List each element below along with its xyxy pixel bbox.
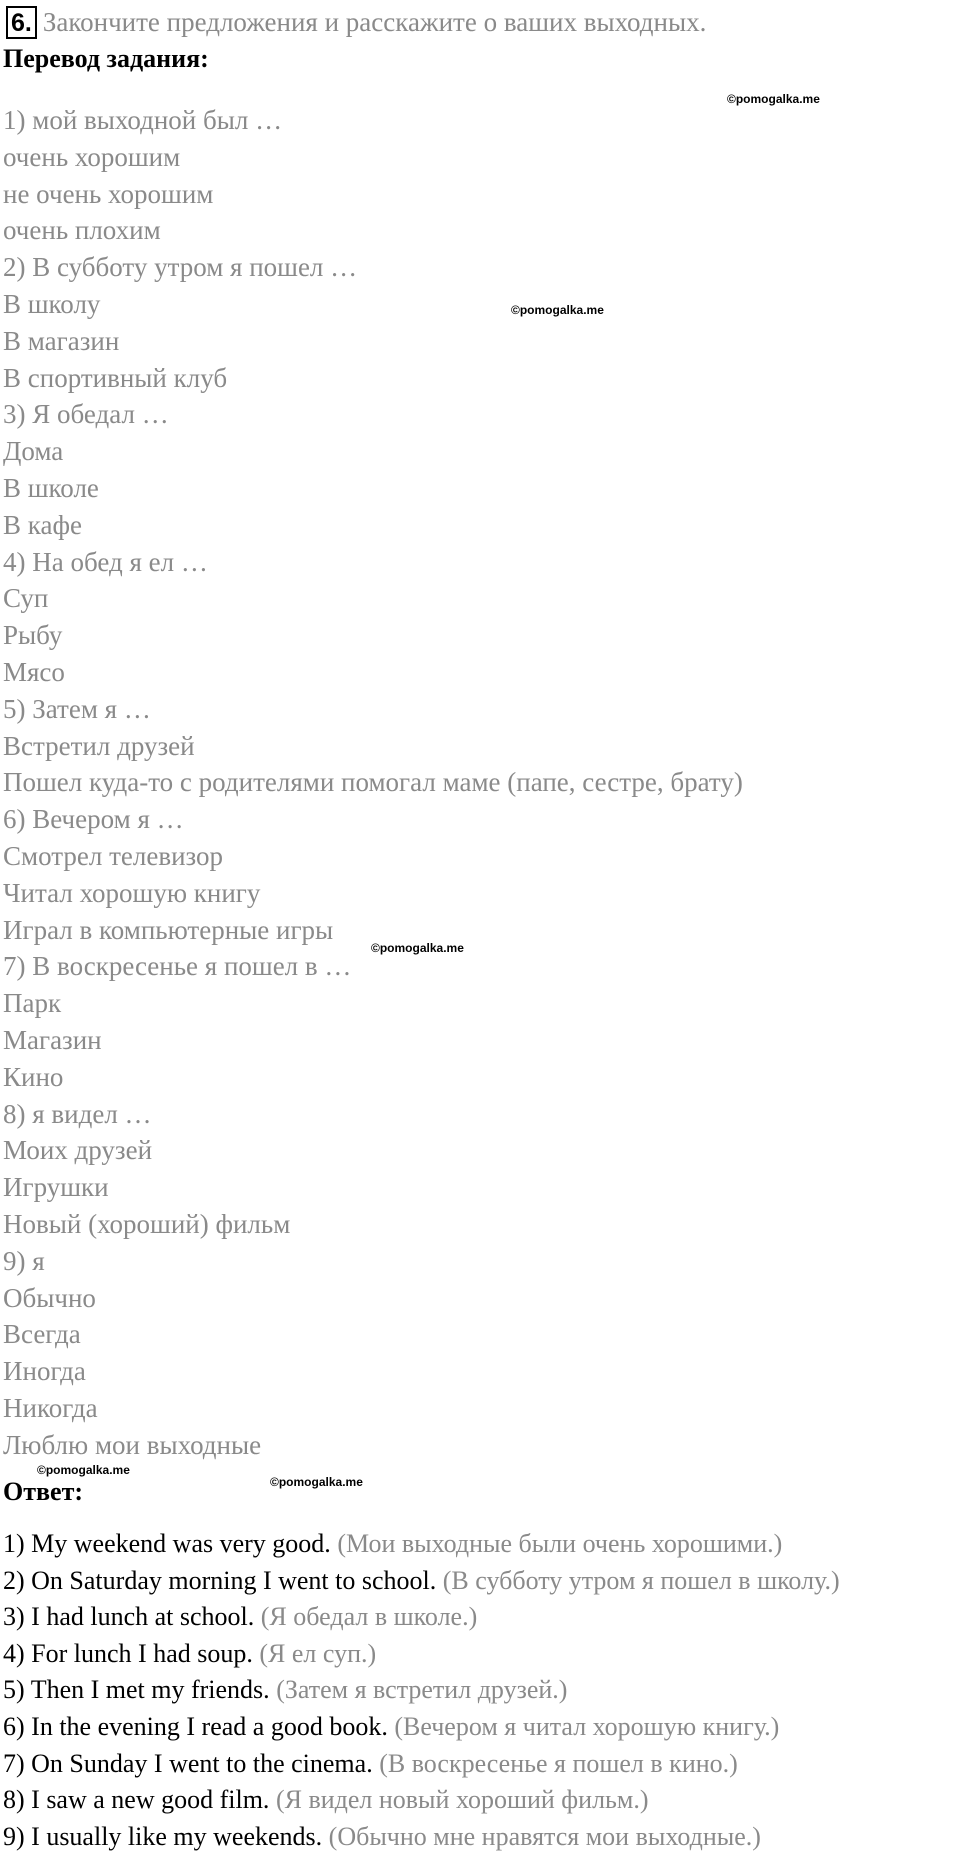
list-item: 9) я: [3, 1245, 45, 1276]
list-item: очень хорошим: [3, 141, 181, 172]
list-item: Всегда: [3, 1319, 81, 1350]
answer-english: 6) In the evening I read a good book.: [3, 1711, 388, 1741]
watermark: ©pomogalka.me: [371, 941, 464, 955]
list-item: Дома: [3, 436, 64, 467]
answer-item: [3, 1672, 840, 1709]
list-item: 2) В субботу утром я пошел …: [3, 252, 358, 283]
list-item: Читал хорошую книгу: [3, 877, 261, 908]
list-item: 4) На обед я ел …: [3, 546, 208, 577]
answer-item: [3, 1782, 840, 1819]
answer-item: [3, 1819, 840, 1855]
answer-english: 5) Then I met my friends.: [3, 1675, 270, 1705]
list-item: Пошел куда-то с родителями помогал маме (папе, сестре, брату): [3, 767, 743, 798]
answer-item: [3, 1563, 840, 1600]
list-item: Смотрел телевизор: [3, 840, 224, 871]
answer-english: 3) I had lunch at school.: [3, 1602, 255, 1632]
list-item: Новый (хороший) фильм: [3, 1208, 291, 1239]
watermark: ©pomogalka.me: [727, 92, 820, 106]
list-item: 7) В воскресенье я пошел в …: [3, 951, 352, 982]
list-item: 5) Затем я …: [3, 693, 151, 724]
list-item: Моих друзей: [3, 1135, 153, 1166]
answer-russian: (В воскресенье я пошел в кино.): [379, 1748, 738, 1778]
task-number-badge: 6.: [6, 6, 37, 39]
answer-russian: (Я видел новый хороший фильм.): [275, 1785, 649, 1815]
list-item: Мясо: [3, 656, 65, 687]
answer-russian: (В субботу утром я пошел в школу.): [442, 1565, 840, 1595]
list-item: Рыбу: [3, 620, 63, 651]
answer-russian: (Затем я встретил друзей.): [276, 1675, 568, 1705]
list-item: 3) Я обедал …: [3, 399, 169, 430]
answer-russian: (Я ел суп.): [259, 1638, 377, 1668]
answer-russian: (Вечером я читал хорошую книгу.): [394, 1711, 780, 1741]
answer-russian: (Мои выходные были очень хорошими.): [337, 1529, 783, 1558]
answer-item: [3, 1599, 840, 1636]
answer-english: 4) For lunch I had soup.: [3, 1638, 253, 1668]
task-instruction: Закончите предложения и расскажите о ваших выходных.: [42, 6, 707, 37]
answer-english: 1) My weekend was very good.: [3, 1529, 331, 1558]
list-item: Кино: [3, 1061, 64, 1092]
translation-heading: Перевод задания:: [3, 44, 209, 73]
list-item: Суп: [3, 583, 49, 614]
translation-list: [3, 102, 743, 1463]
watermark: ©pomogalka.me: [270, 1475, 363, 1489]
answer-list: [3, 1526, 840, 1855]
list-item: Люблю мои выходные: [3, 1429, 262, 1460]
list-item: очень плохим: [3, 215, 161, 246]
task-header: [0, 2, 706, 42]
list-item: Встретил друзей: [3, 730, 195, 761]
list-item: Магазин: [3, 1024, 102, 1055]
answer-item: [3, 1526, 840, 1563]
list-item: Никогда: [3, 1392, 98, 1423]
list-item: Парк: [3, 988, 62, 1019]
answer-russian: (Я обедал в школе.): [260, 1602, 478, 1632]
list-item: В магазин: [3, 325, 120, 356]
answer-item: [3, 1746, 840, 1783]
answer-russian: (Обычно мне нравятся мои выходные.): [328, 1821, 761, 1851]
list-item: В спортивный клуб: [3, 362, 228, 393]
list-item: Игрушки: [3, 1172, 109, 1203]
answer-english: 2) On Saturday morning I went to school.: [3, 1565, 437, 1595]
list-item: не очень хорошим: [3, 178, 214, 209]
answer-item: [3, 1636, 840, 1673]
answer-english: 9) I usually like my weekends.: [3, 1821, 323, 1851]
watermark: ©pomogalka.me: [37, 1463, 130, 1477]
list-item: В кафе: [3, 509, 82, 540]
list-item: Иногда: [3, 1356, 86, 1387]
answer-heading: Ответ:: [3, 1477, 84, 1506]
answer-english: 7) On Sunday I went to the cinema.: [3, 1748, 373, 1778]
list-item: 1) мой выходной был …: [3, 105, 283, 135]
list-item: В школе: [3, 472, 99, 503]
list-item: В школу: [3, 288, 101, 319]
list-item: Играл в компьютерные игры: [3, 914, 334, 945]
watermark: ©pomogalka.me: [511, 303, 604, 317]
answer-item: [3, 1709, 840, 1746]
list-item: 6) Вечером я …: [3, 804, 184, 835]
list-item: Обычно: [3, 1282, 96, 1313]
answer-english: 8) I saw a new good film.: [3, 1785, 270, 1815]
list-item: 8) я видел …: [3, 1098, 152, 1129]
